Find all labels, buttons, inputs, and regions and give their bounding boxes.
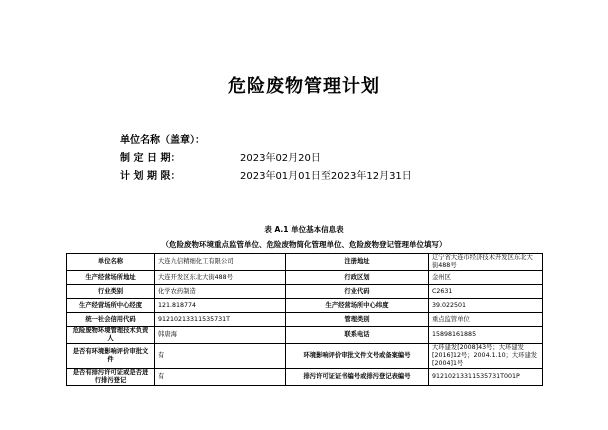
table-cell-label: 行业代码	[286, 285, 429, 299]
info-label: 单位名称（盖章）：	[120, 135, 205, 146]
info-value: 2023年01月01日至2023年12月31日	[240, 171, 412, 182]
table-cell-label: 生产经营场所中心纬度	[286, 299, 429, 313]
table-cell-label: 生产经营场所中心经度	[67, 299, 155, 313]
table-title: 表 A.1 单位基本信息表	[264, 225, 344, 234]
table-cell-label: 危险废物环境管理技术负责人	[67, 327, 155, 344]
table-cell-label: 单位名称	[67, 254, 155, 271]
table-cell-value: 121.818774	[155, 299, 286, 313]
table-cell-value: 大环建发[2008]43号；大环建发[2016]12号；2004.1.10；大环建发[2004]1号	[429, 344, 543, 369]
table-cell-label: 联系电话	[286, 327, 429, 344]
table-cell-value: 有	[155, 369, 286, 386]
table-cell-value: 化学农药制造	[155, 285, 286, 299]
info-label: 计 划 期 限：	[120, 171, 181, 182]
table-cell-value: 91210213311535731T001P	[429, 369, 543, 386]
table-cell-label: 管理类别	[286, 313, 429, 327]
table-cell-value: 韩唐海	[155, 327, 286, 344]
table-cell-label: 是否有排污许可证或是否进行排污登记	[67, 369, 155, 386]
table-cell-value: 91210213311535731T	[155, 313, 286, 327]
table-cell-value: 金州区	[429, 271, 543, 285]
table-row	[67, 327, 543, 344]
table-cell-value: 重点监管单位	[429, 313, 543, 327]
table-row	[67, 271, 543, 285]
info-label: 制 定 日 期：	[120, 153, 181, 164]
table-row	[67, 344, 543, 369]
info-value: 2023年02月20日	[240, 153, 321, 164]
table-row	[67, 369, 543, 386]
table-cell-label: 环境影响评价审批文件文号或备案编号	[286, 344, 429, 369]
table-row	[67, 313, 543, 327]
unit-info-table	[66, 253, 543, 386]
table-row	[67, 254, 543, 271]
table-cell-value: 辽宁省大连市经济技术开发区东北大街488号	[429, 254, 543, 271]
table-row	[67, 299, 543, 313]
info-row-period	[120, 170, 412, 184]
table-cell-label: 生产经营场所地址	[67, 271, 155, 285]
document-title: 危险废物管理计划	[228, 76, 380, 97]
info-row-unit-name	[120, 134, 240, 148]
table-cell-value: 15898161885	[429, 327, 543, 344]
table-cell-label: 排污许可证证书编号或排污登记表编号	[286, 369, 429, 386]
table-cell-value: 大连九信精细化工有限公司	[155, 254, 286, 271]
table-cell-label: 注册地址	[286, 254, 429, 271]
table-cell-label: 是否有环境影响评价审批文件	[67, 344, 155, 369]
table-cell-value: C2631	[429, 285, 543, 299]
table-cell-value: 39.022501	[429, 299, 543, 313]
table-cell-value: 大连开发区东北大街488号	[155, 271, 286, 285]
table-cell-value: 有	[155, 344, 286, 369]
table-cell-label: 行业类别	[67, 285, 155, 299]
table-cell-label: 行政区划	[286, 271, 429, 285]
info-row-date	[120, 152, 321, 166]
table-cell-label: 统一社会信用代码	[67, 313, 155, 327]
table-subtitle: （危险废物环境重点监管单位、危险废物简化管理单位、危险废物登记管理单位填写）	[161, 240, 447, 249]
table-row	[67, 285, 543, 299]
